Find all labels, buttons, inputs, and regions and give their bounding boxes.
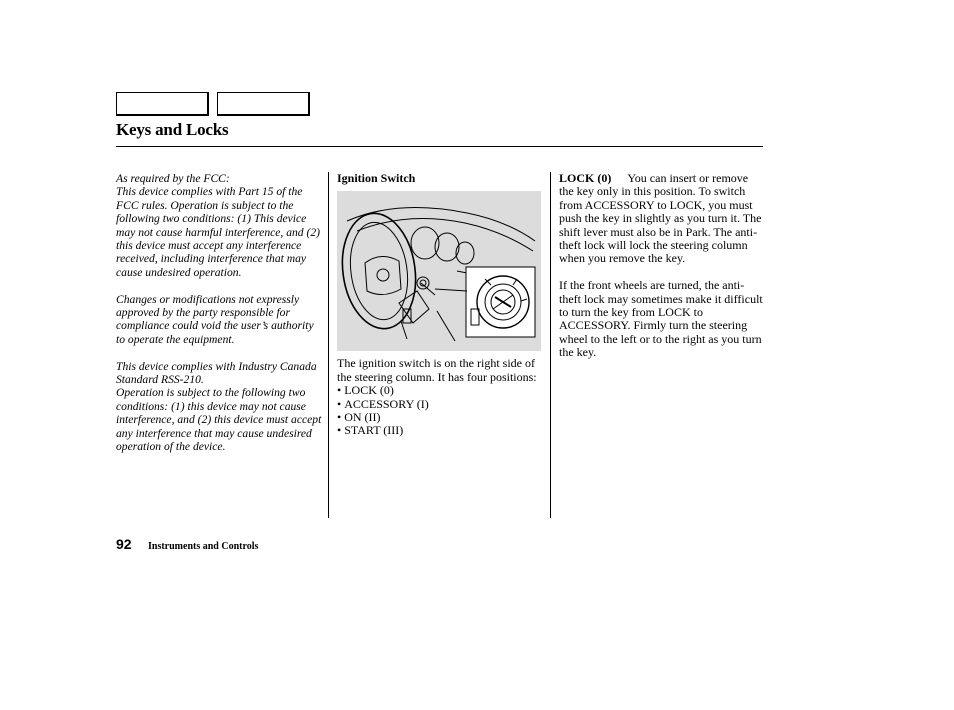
canada-heading: This device complies with Industry Canada Standard RSS-210. [116,359,317,387]
ignition-switch-illustration [337,191,541,351]
wheels-paragraph: If the front wheels are turned, the anti-theft lock may sometimes make it difficult to turn the key from LOCK to ACCESSORY. Firmly turn the steering wheel to the left or to the right as you turn the key. [559,278,763,360]
list-item: • ON (II) [337,411,543,424]
ignition-column [337,172,543,438]
ignition-positions-list [337,384,543,438]
lock-label: LOCK (0) [559,171,612,185]
ignition-intro: The ignition switch is on the right side of the steering column. It has four positions: [337,356,537,384]
title-rule [116,146,763,147]
list-item: • LOCK (0) [337,384,543,397]
fcc-column [116,172,322,454]
column-divider-1 [328,172,329,518]
column-divider-2 [550,172,551,518]
fcc-body: This device complies with Part 15 of the FCC rules. Operation is subject to the following two conditions: (1) This device may not cause harmful interference, and (2) this device must accept any interference received, including interference that may cause undesired operation. [116,185,321,279]
lock-column [559,172,765,360]
canada-body: Operation is subject to the following two conditions: (1) this device may not cause interference, and (2) this device must accept any interference that may cause undesired operation of the device. [116,386,322,454]
page-title: Keys and Locks [116,120,229,139]
fcc-heading: As required by the FCC: [116,172,230,185]
dashboard-drawing-icon [337,191,541,351]
lock-text: You can insert or remove the key only in this position. To switch from ACCESSORY to LOCK, you must push the key in slightly as you turn it. The shift lever must also be in Park. The anti-theft lock will lock the steering column when you remove the key. [559,171,762,266]
ignition-heading: Ignition Switch [337,171,416,185]
lock-paragraph [559,172,765,266]
page-number: 92 [116,536,132,552]
section-name: Instruments and Controls [148,541,259,552]
nav-tab-box-2[interactable] [217,92,310,116]
nav-tab-box-1[interactable] [116,92,209,116]
list-item: • ACCESSORY (I) [337,398,543,411]
changes-notice: Changes or modifications not expressly approved by the party responsible for compliance could void the user’s authority to operate the equipment. [116,292,314,346]
list-item: • START (III) [337,424,543,437]
